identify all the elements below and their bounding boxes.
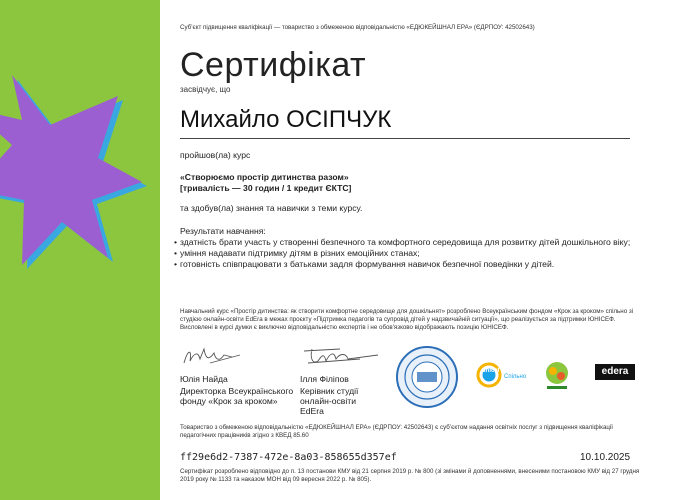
- unicef-sub-text: Спільно: [504, 374, 527, 380]
- unicef-logo-text: unicef: [482, 368, 500, 374]
- signature-1: [180, 345, 250, 369]
- signatory-1-name: Юлія Найда: [180, 374, 228, 384]
- signatory-2-role: Керівник студії онлайн-освіти EdEra: [300, 386, 359, 416]
- edera-logo: edera: [595, 364, 635, 380]
- signature-2: [300, 343, 380, 369]
- result-item: • уміння надавати підтримку дітям в різних емоційних станах;: [174, 248, 420, 258]
- learning-results: [174, 226, 635, 270]
- unicef-logo-icon: [476, 362, 502, 388]
- decorative-left-panel: [0, 0, 160, 500]
- course-duration: [тривалість — 30 годин / 1 кредит ЄКТС]: [180, 183, 352, 193]
- course-title: «Створюємо простір дитинства разом»: [180, 172, 349, 182]
- completed-text: пройшов(ла) курс: [180, 150, 251, 160]
- certificate-title: Сертифікат: [180, 46, 367, 84]
- official-stamp: [395, 345, 459, 409]
- confirms-text: засвідчує, що: [180, 85, 231, 94]
- step-by-step-foundation-logo: [540, 358, 574, 392]
- issue-date: 10.10.2025: [580, 452, 631, 463]
- entity-header: Суб’єкт підвищення кваліфікації — товариство з обмеженою відповідальністю «ЕДЮКЕЙШНАЛ ЕРА» (ЄДРПОУ: 42502643): [180, 24, 535, 31]
- signatory-1-role: Директорка Всеукраїнського фонду «Крок за кроком»: [180, 386, 294, 406]
- result-item: • готовність співпрацювати з батьками задля формування навичок безпечної поведінки у дітей.: [174, 259, 555, 269]
- result-item: • здатність брати участь у створенні безпечного та комфортного середовища для розвитку дітей дошкільного віку;: [174, 237, 631, 247]
- course-note: Навчальний курс «Простір дитинства: як створити комфортне середовище для дошкільнят» розроблено Всеукраїнським фондом «Крок за кроком» спільно зі студією онлайн-освіти EdEra в межах проєкту «Підтримка педагогів та супровід дітей у надзвичайній ситуації», що реалізується за підтримки ЮНІСЕФ. Висловлені в курсі думки є виключно відповідальністю експертів і не обов'язково відображають позицію ЮНІСЕФ.: [180, 308, 634, 331]
- recipient-name: Михайло ОСІПЧУК: [180, 106, 392, 133]
- legal-note: Товариство з обмеженою відповідальністю «ЕДЮКЕЙШНАЛ ЕРА» (ЄДРПОУ: 42502643) є суб’єктом надання освітніх послуг з підвищення кваліфікації педагогічних працівників згідно з КВЕД 85.60: [180, 424, 614, 439]
- gained-text: та здобув(ла) знання та навички з теми курсу.: [180, 203, 363, 213]
- certificate-id: ff29e6d2-7387-472e-8a03-858655d357ef: [180, 452, 397, 463]
- results-heading: Результати навчання:: [180, 226, 266, 236]
- purple-star-decoration: [0, 0, 160, 500]
- footer-note: Сертифікат розроблено відповідно до п. 13 постанови КМУ від 21 серпня 2019 р. № 800 (зі змінами й доповненнями, внесеними постановою КМУ від 27 грудня 2019 року № 1133 та наказом МОН від 09 вересня 2022 р. № 805).: [180, 468, 640, 483]
- signatory-2-name: Ілля Філіпов: [300, 374, 349, 384]
- name-underline: [180, 138, 630, 139]
